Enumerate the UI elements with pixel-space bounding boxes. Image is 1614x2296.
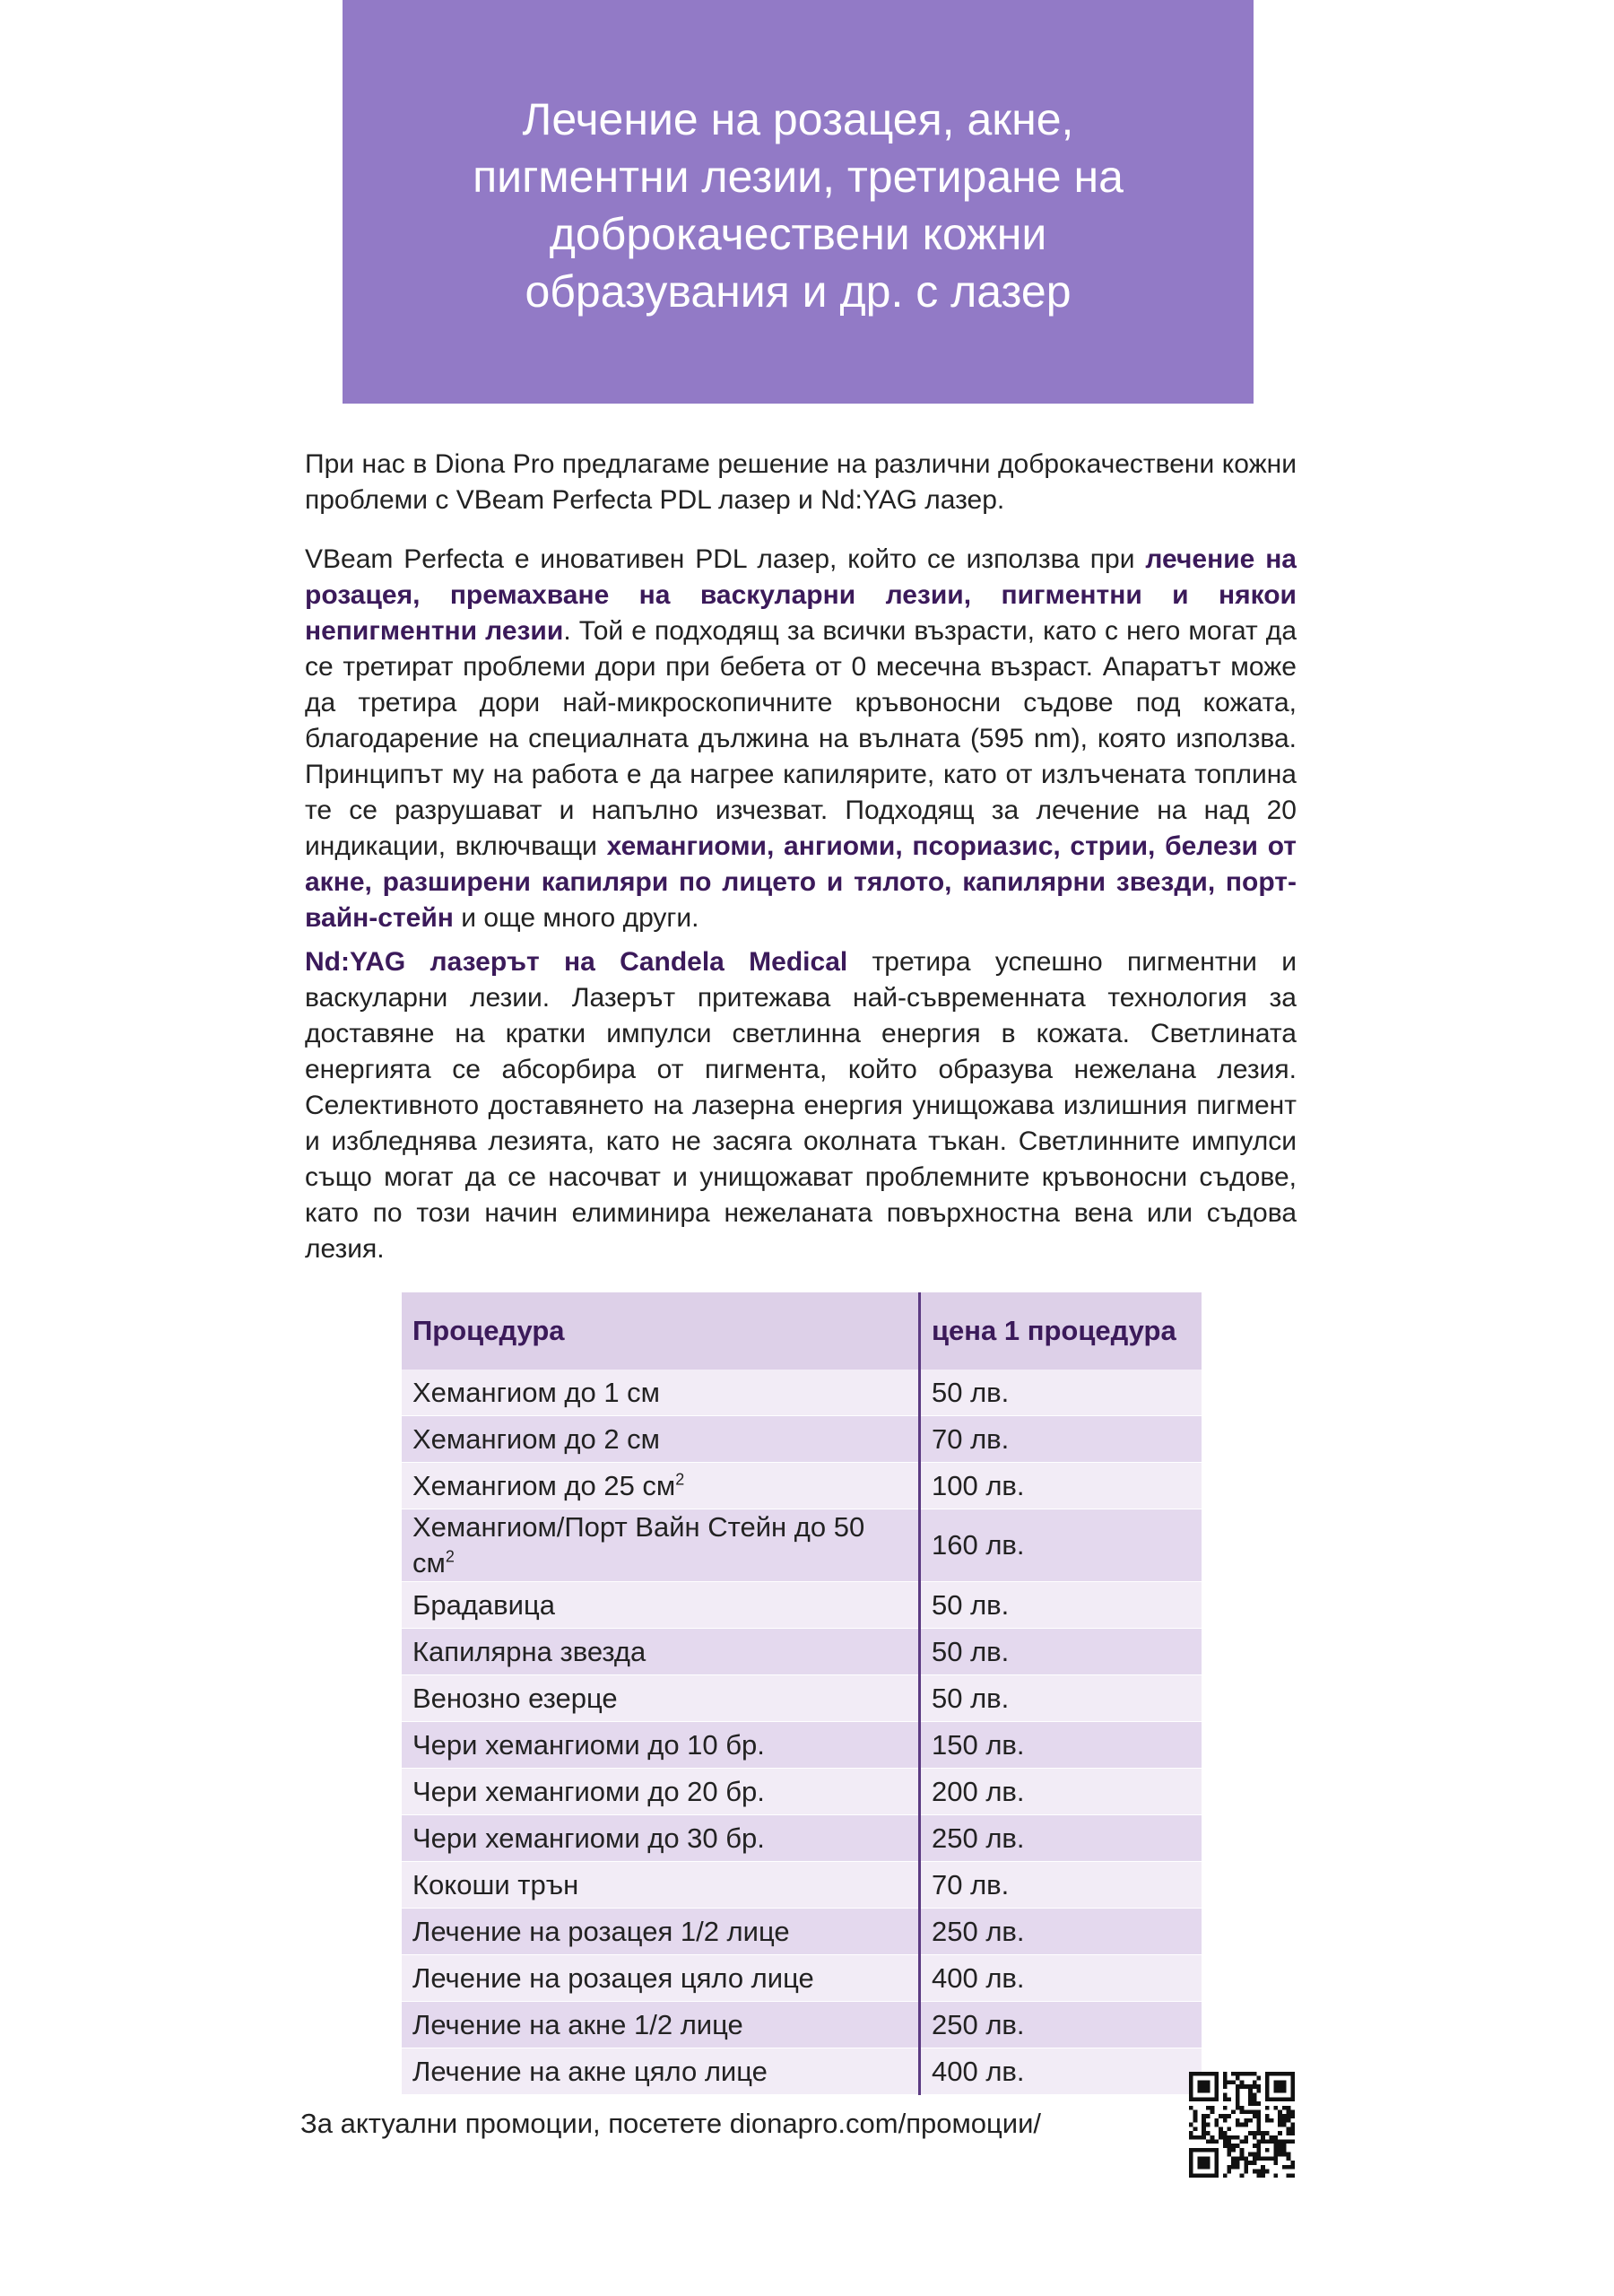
procedure-name: Брадавица	[412, 1588, 555, 1621]
price-table	[402, 1292, 1202, 2095]
ndyag-paragraph	[305, 944, 1297, 1267]
vbeam-highlight-2: хемангиоми, ангиоми, псориазис, стрии, белези от акне, разширени капиляри по лицето и тялото, капилярни звезди, порт-вайн-стейн	[305, 831, 1297, 933]
price-cell: 400 лв.	[920, 2048, 1202, 2095]
procedure-cell	[402, 1815, 920, 1862]
table-row	[402, 2002, 1202, 2048]
procedure-name: Хемангиом до 2 см	[412, 1422, 660, 1455]
ndyag-highlight: Nd:YAG лазерът на Candela Medical	[305, 947, 848, 977]
qr-code-icon[interactable]	[1189, 2072, 1295, 2178]
procedure-name: Лечение на розацея цяло лице	[412, 1961, 814, 1994]
procedure-name: Лечение на акне 1/2 лице	[412, 2008, 743, 2040]
price-cell: 150 лв.	[920, 1722, 1202, 1769]
header-banner	[343, 0, 1254, 404]
procedure-cell	[402, 1509, 920, 1582]
table-row	[402, 1675, 1202, 1722]
procedure-name: Лечение на акне цяло лице	[412, 2055, 768, 2087]
procedure-name: Лечение на розацея 1/2 лице	[412, 1915, 790, 1947]
table-row	[402, 1815, 1202, 1862]
vbeam-paragraph	[305, 542, 1297, 936]
table-row	[402, 1722, 1202, 1769]
table-row	[402, 1769, 1202, 1815]
procedure-name: Хемангиом/Порт Вайн Стейн до 50 см	[412, 1511, 865, 1578]
price-cell: 70 лв.	[920, 1862, 1202, 1909]
price-cell: 50 лв.	[920, 1370, 1202, 1416]
table-row	[402, 1629, 1202, 1675]
price-cell: 50 лв.	[920, 1675, 1202, 1722]
procedure-cell	[402, 1629, 920, 1675]
header-price: цена 1 процедура	[920, 1292, 1202, 1370]
footer-promo-text: За актуални промоции, посетете dionapro.com/промоции/	[300, 2108, 1042, 2139]
vbeam-text-3: и още много други.	[453, 903, 699, 933]
intro-paragraph	[305, 447, 1297, 518]
procedure-cell	[402, 1416, 920, 1463]
procedure-name: Капилярна звезда	[412, 1635, 646, 1667]
price-cell: 200 лв.	[920, 1769, 1202, 1815]
price-cell: 70 лв.	[920, 1416, 1202, 1463]
price-cell: 100 лв.	[920, 1463, 1202, 1509]
procedure-cell	[402, 1722, 920, 1769]
table-row	[402, 1463, 1202, 1509]
procedure-cell	[402, 2002, 920, 2048]
price-cell: 250 лв.	[920, 1909, 1202, 1955]
price-cell: 250 лв.	[920, 2002, 1202, 2048]
table-row	[402, 1582, 1202, 1629]
procedure-cell	[402, 1955, 920, 2002]
vbeam-text	[305, 542, 1297, 936]
table-row	[402, 1955, 1202, 2002]
table-row	[402, 1862, 1202, 1909]
procedure-name: Хемангиом до 1 см	[412, 1376, 660, 1408]
vbeam-text-1: VBeam Perfecta е иновативен PDL лазер, който се използва при	[305, 544, 1146, 574]
procedure-cell	[402, 1862, 920, 1909]
procedure-name: Кокоши трън	[412, 1868, 579, 1900]
page-title: Лечение на розацея, акне, пигментни лезии, третиране на доброкачествени кожни образувания и др. с лазер	[473, 94, 1124, 317]
procedure-name: Чери хемангиоми до 10 бр.	[412, 1728, 765, 1761]
table-header-row	[402, 1292, 1202, 1370]
procedure-cell	[402, 1370, 920, 1416]
unit-superscript: 2	[445, 1547, 455, 1566]
table-row	[402, 2048, 1202, 2095]
vbeam-text-2: . Той е подходящ за всички възрасти, като с него могат да се третират проблеми дори при бебета от 0 месечна възраст. Апаратът може да третира дори най-микроскопичните кръвоносни съдове под кожата, благодарение на специалната дължина на вълната (595 nm), която използва. Принципът му на работа е да нагрее капилярите, като от излъчената топлина те се разрушават и напълно изчезват. Подходящ за лечение на над 20 индикации, включващи	[305, 616, 1297, 861]
procedure-name: Чери хемангиоми до 20 бр.	[412, 1775, 765, 1807]
price-cell: 50 лв.	[920, 1629, 1202, 1675]
price-cell: 400 лв.	[920, 1955, 1202, 2002]
procedure-cell	[402, 1463, 920, 1509]
ndyag-text	[305, 944, 1297, 1267]
intro-text: При нас в Diona Pro предлагаме решение на различни доброкачествени кожни проблеми с VBeam Perfecta PDL лазер и Nd:YAG лазер.	[305, 449, 1297, 515]
vbeam-highlight-1: лечение на розацея, премахване на васкуларни лезии, пигментни и някои непигментни лезии	[305, 544, 1297, 646]
ndyag-text-1: третира успешно пигментни и васкуларни лезии. Лазерът притежава най-съвременната технология за доставяне на кратки импулси светлинна енергия в кожата. Светлината енергията се абсорбира от пигмента, който образува нежелана лезия. Селективното доставянето на лазерна енергия унищожава излишния пигмент и избледнява лезията, като не засяга околната тъкан. Светлинните импулси също могат да се насочват и унищожават проблемните кръвоносни съдове, като по този начин елиминира нежеланата повърхностна вена или съдова лезия.	[305, 947, 1297, 1264]
table-row	[402, 1370, 1202, 1416]
procedure-cell	[402, 2048, 920, 2095]
procedure-cell	[402, 1909, 920, 1955]
procedure-name: Хемангиом до 25 см	[412, 1469, 676, 1501]
procedure-cell	[402, 1769, 920, 1815]
price-cell: 250 лв.	[920, 1815, 1202, 1862]
procedure-name: Венозно езерце	[412, 1682, 618, 1714]
price-cell: 160 лв.	[920, 1509, 1202, 1582]
table-row	[402, 1909, 1202, 1955]
procedure-name: Чери хемангиоми до 30 бр.	[412, 1822, 765, 1854]
price-cell: 50 лв.	[920, 1582, 1202, 1629]
unit-superscript: 2	[675, 1470, 685, 1489]
table-row	[402, 1416, 1202, 1463]
procedure-cell	[402, 1582, 920, 1629]
procedure-cell	[402, 1675, 920, 1722]
table-row	[402, 1509, 1202, 1582]
header-procedure: Процедура	[402, 1292, 920, 1370]
